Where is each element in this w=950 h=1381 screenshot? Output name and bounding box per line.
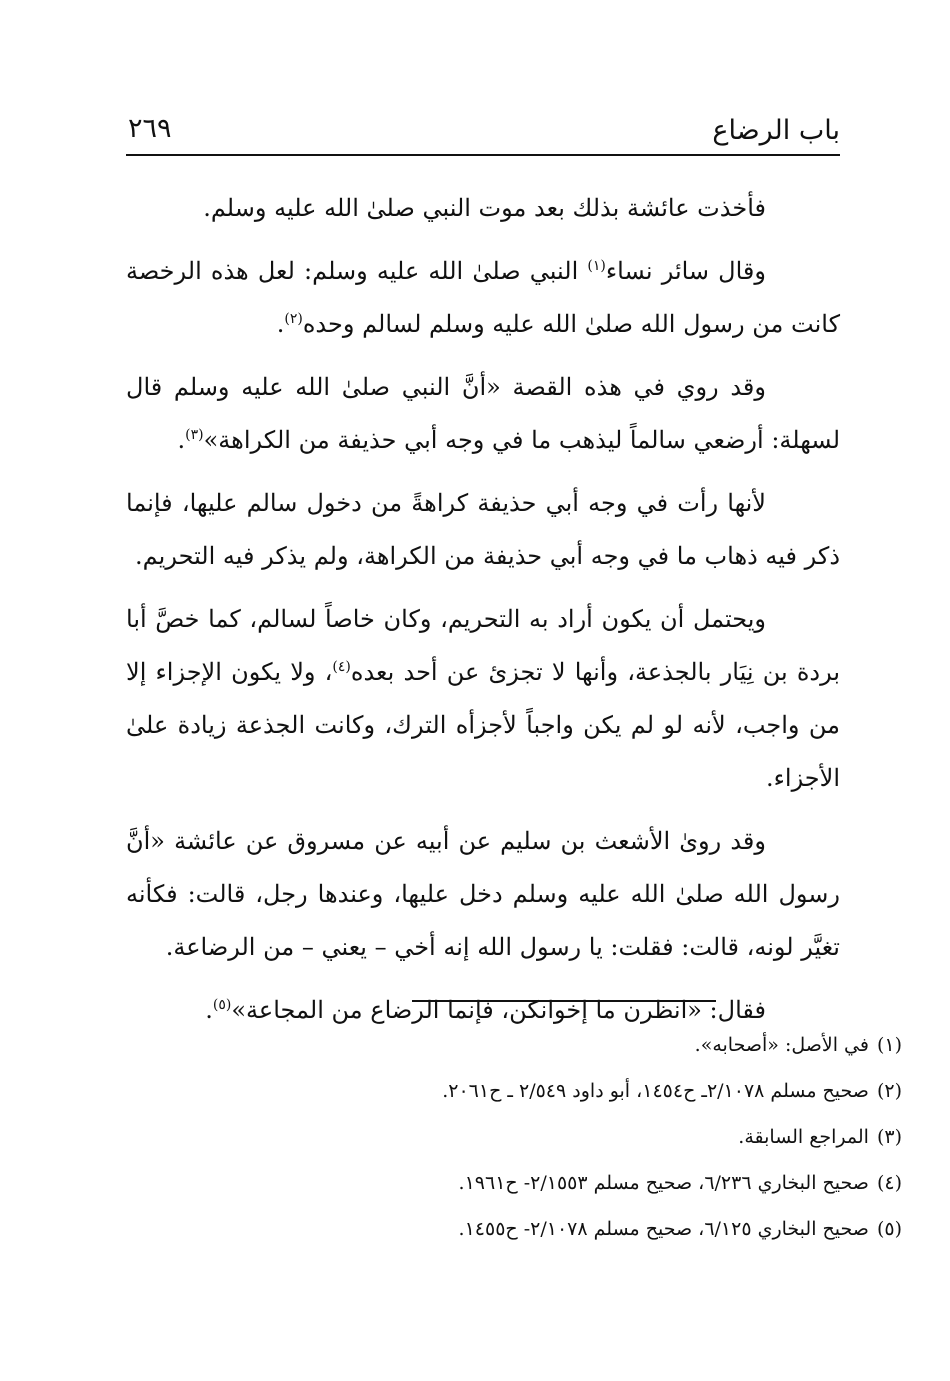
footnotes xyxy=(0,1022,902,1252)
main-text xyxy=(126,182,840,1037)
footnote-divider xyxy=(412,1000,716,1002)
footnote-ref-5: (٥) xyxy=(212,997,232,1013)
paragraph-6: وقد روىٰ الأشعث بن سليم عن أبيه عن مسروق عن عائشة «أنَّ رسول الله صلىٰ الله عليه وسلم دخل عليها، وعندها رجل، قالت: فكأنه تغيَّر لونه، قالت: فقلت: يا رسول الله إنه أخي – يعني – من الرضاعة. xyxy=(126,827,840,961)
chapter-title: باب الرضاع xyxy=(712,115,840,146)
paragraph-1: فأخذت عائشة بذلك بعد موت النبي صلىٰ الله عليه وسلم. xyxy=(203,194,766,222)
footnote-ref-2: (٢) xyxy=(284,311,303,327)
footnote-ref-3: (٣) xyxy=(185,427,204,443)
footnote-2: (٢)صحيح مسلم ٢/١٠٧٨ـ ح١٤٥٤، أبو داود ٢/٥٤٩ ـ ح٢٠٦١. xyxy=(442,1080,902,1102)
running-header xyxy=(126,100,840,156)
footnote-5: (٥)صحيح البخاري ٦/١٢٥، صحيح مسلم ٢/١٠٧٨- ح١٤٥٥. xyxy=(458,1218,902,1240)
footnote-ref-1: (١) xyxy=(587,258,606,274)
footnote-4: (٤)صحيح البخاري ٦/٢٣٦، صحيح مسلم ٢/١٥٥٣- ح١٩٦١. xyxy=(458,1172,902,1194)
paragraph-3: وقد روي في هذه القصة «أنَّ النبي صلىٰ الله عليه وسلم قال لسهلة: أرضعي سالماً ليذهب ما في وجه أبي حذيفة من الكراهة»$^{(٣)}$. xyxy=(126,373,840,454)
footnote-1: (١)في الأصل: «أصحابه». xyxy=(694,1034,902,1056)
paragraph-2: وقال سائر نساء$^{(١)}$ النبي صلىٰ الله عليه وسلم: لعل هذه الرخصة كانت من رسول الله صلىٰ الله عليه وسلم لسالم وحده$^{(٢)}$. xyxy=(126,257,840,338)
page-number: ٢٦٩ xyxy=(128,113,172,144)
paragraph-4: لأنها رأت في وجه أبي حذيفة كراهةً من دخول سالم عليها، فإنما ذكر فيه ذهاب ما في وجه أبي حذيفة من الكراهة، ولم يذكر فيه التحريم. xyxy=(126,489,840,570)
paragraph-7: فقال: «انظرن ما إخوانكن، فإنما الرضاع من المجاعة»$^{(٥)}$. xyxy=(205,996,766,1024)
footnote-ref-4: (٤) xyxy=(332,659,351,675)
footnote-3: (٣)المراجع السابقة. xyxy=(738,1126,902,1148)
paragraph-5: ويحتمل أن يكون أراد به التحريم، وكان خاصاً لسالم، كما خصَّ أبا بردة بن نِيَار بالجذعة، وأنها لا تجزئ عن أحد بعده$^{(٤)}$، ولا يكون الإجزاء إلا من واجب، لأنه لو لم يكن واجباً لأجزأه الترك، وكانت الجذعة زيادة علىٰ الأجزاء. xyxy=(126,605,840,792)
book-page xyxy=(126,100,840,1047)
